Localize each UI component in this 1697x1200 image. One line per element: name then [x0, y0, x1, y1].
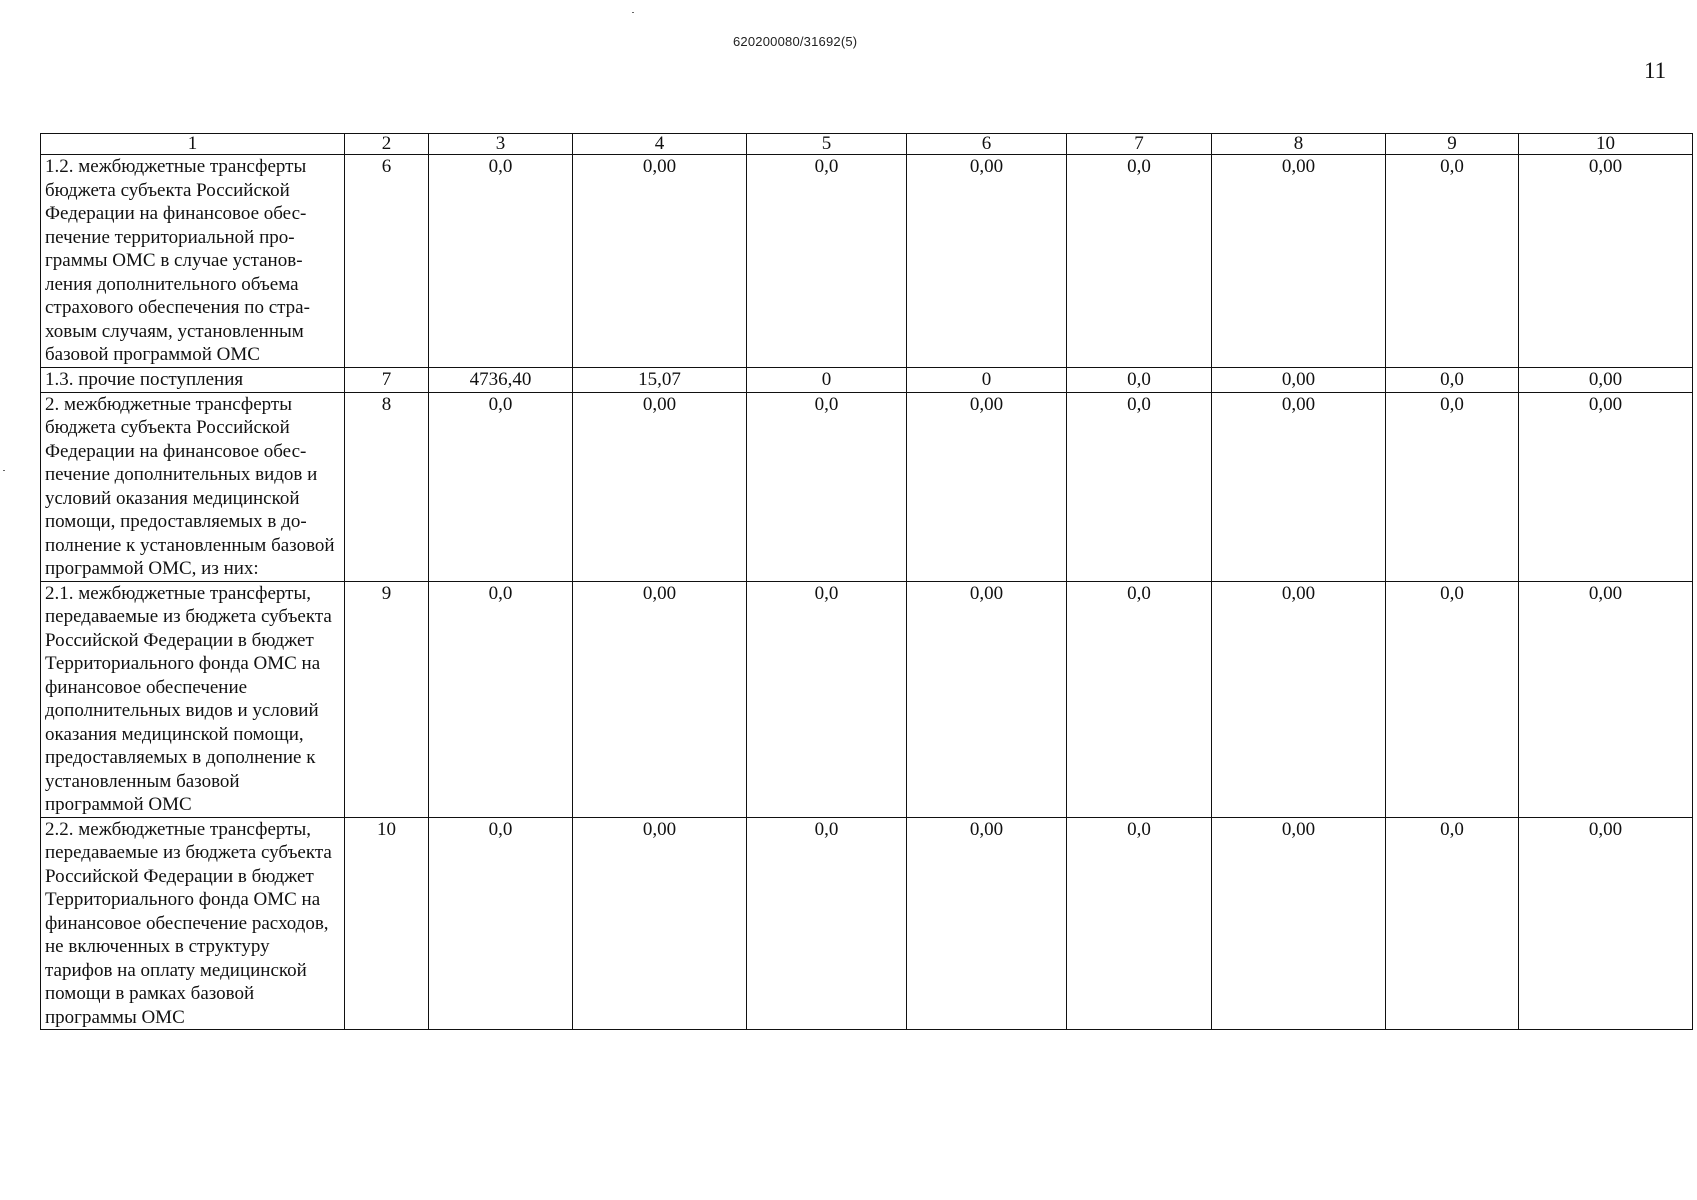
- cell-value: 0,0: [1067, 817, 1212, 1030]
- data-table: [40, 133, 1693, 1030]
- cell-value: 0,00: [573, 392, 747, 581]
- cell-value: 0,0: [747, 581, 907, 817]
- cell-value: 0: [907, 368, 1067, 393]
- cell-value: 0,0: [1067, 392, 1212, 581]
- cell-value: 0,00: [907, 581, 1067, 817]
- row-name: 2.1. межбюджетные трансферты, передаваемые из бюджета субъекта Российской Федерации в бюджет Территориального фонда ОМС на финансовое обеспечение дополнительных видов и условий оказания медицинской помощи, предоставляемых в дополнение к установленным базовой программой ОМС: [41, 581, 345, 817]
- column-header: 6: [907, 134, 1067, 155]
- column-header: 5: [747, 134, 907, 155]
- scan-speck: [632, 12, 634, 13]
- table-row: [41, 155, 1693, 368]
- cell-value: 0,00: [1519, 392, 1693, 581]
- cell-value: 15,07: [573, 368, 747, 393]
- cell-value: 0,00: [907, 817, 1067, 1030]
- cell-value: 0,00: [1212, 817, 1386, 1030]
- cell-value: 0,0: [429, 817, 573, 1030]
- column-header: 7: [1067, 134, 1212, 155]
- row-name: 1.2. межбюджетные трансферты бюджета субъекта Российской Федерации на финансовое обеспечение территориальной программы ОМС в случае установления дополнительного объема страхового обеспечения по страховым случаям, установленным базовой программой ОМС: [41, 155, 345, 368]
- scan-speck: [3, 470, 5, 471]
- column-header: 1: [41, 134, 345, 155]
- cell-value: 0,0: [747, 392, 907, 581]
- cell-value: 0,00: [573, 581, 747, 817]
- cell-value: 0,00: [1212, 392, 1386, 581]
- cell-value: 0,00: [573, 817, 747, 1030]
- row-code: 6: [345, 155, 429, 368]
- cell-value: 0,0: [1386, 392, 1519, 581]
- page-number: 11: [1644, 58, 1667, 83]
- table-row: [41, 368, 1693, 393]
- column-header: 10: [1519, 134, 1693, 155]
- cell-value: 0,0: [1067, 368, 1212, 393]
- column-header: 4: [573, 134, 747, 155]
- cell-value: 0,0: [429, 392, 573, 581]
- table-row: [41, 392, 1693, 581]
- cell-value: 0,0: [429, 581, 573, 817]
- cell-value: 0,00: [1519, 368, 1693, 393]
- cell-value: 0,00: [573, 155, 747, 368]
- row-code: 10: [345, 817, 429, 1030]
- cell-value: 0,0: [1386, 817, 1519, 1030]
- table-row: [41, 581, 1693, 817]
- row-code: 8: [345, 392, 429, 581]
- cell-value: 0,00: [907, 155, 1067, 368]
- cell-value: 0: [747, 368, 907, 393]
- cell-value: 0,0: [1067, 581, 1212, 817]
- cell-value: 0,00: [1519, 581, 1693, 817]
- cell-value: 0,00: [1212, 368, 1386, 393]
- cell-value: 0,0: [1386, 368, 1519, 393]
- column-header: 9: [1386, 134, 1519, 155]
- cell-value: 0,0: [429, 155, 573, 368]
- cell-value: 0,0: [1386, 581, 1519, 817]
- cell-value: 0,0: [1386, 155, 1519, 368]
- row-code: 7: [345, 368, 429, 393]
- table-row: [41, 817, 1693, 1030]
- cell-value: 0,0: [1067, 155, 1212, 368]
- cell-value: 4736,40: [429, 368, 573, 393]
- row-name: 2. межбюджетные трансферты бюджета субъекта Российской Федерации на финансовое обеспечение дополнительных видов и условий оказания медицинской помощи, предоставляемых в дополнение к установленным базовой программой ОМС, из них:: [41, 392, 345, 581]
- cell-value: 0,00: [1212, 155, 1386, 368]
- column-header: 3: [429, 134, 573, 155]
- column-header: 2: [345, 134, 429, 155]
- cell-value: 0,0: [747, 155, 907, 368]
- header-row: [41, 134, 1693, 155]
- row-code: 9: [345, 581, 429, 817]
- cell-value: 0,0: [747, 817, 907, 1030]
- column-header: 8: [1212, 134, 1386, 155]
- cell-value: 0,00: [907, 392, 1067, 581]
- cell-value: 0,00: [1212, 581, 1386, 817]
- row-name: 2.2. межбюджетные трансферты, передаваемые из бюджета субъекта Российской Федерации в бюджет Территориального фонда ОМС на финансовое обеспечение расходов, не включенных в структуру тарифов на оплату медицинской помощи в рамках базовой программы ОМС: [41, 817, 345, 1030]
- document-code: 620200080/31692(5): [733, 34, 858, 49]
- row-name: 1.3. прочие поступления: [41, 368, 345, 393]
- cell-value: 0,00: [1519, 155, 1693, 368]
- cell-value: 0,00: [1519, 817, 1693, 1030]
